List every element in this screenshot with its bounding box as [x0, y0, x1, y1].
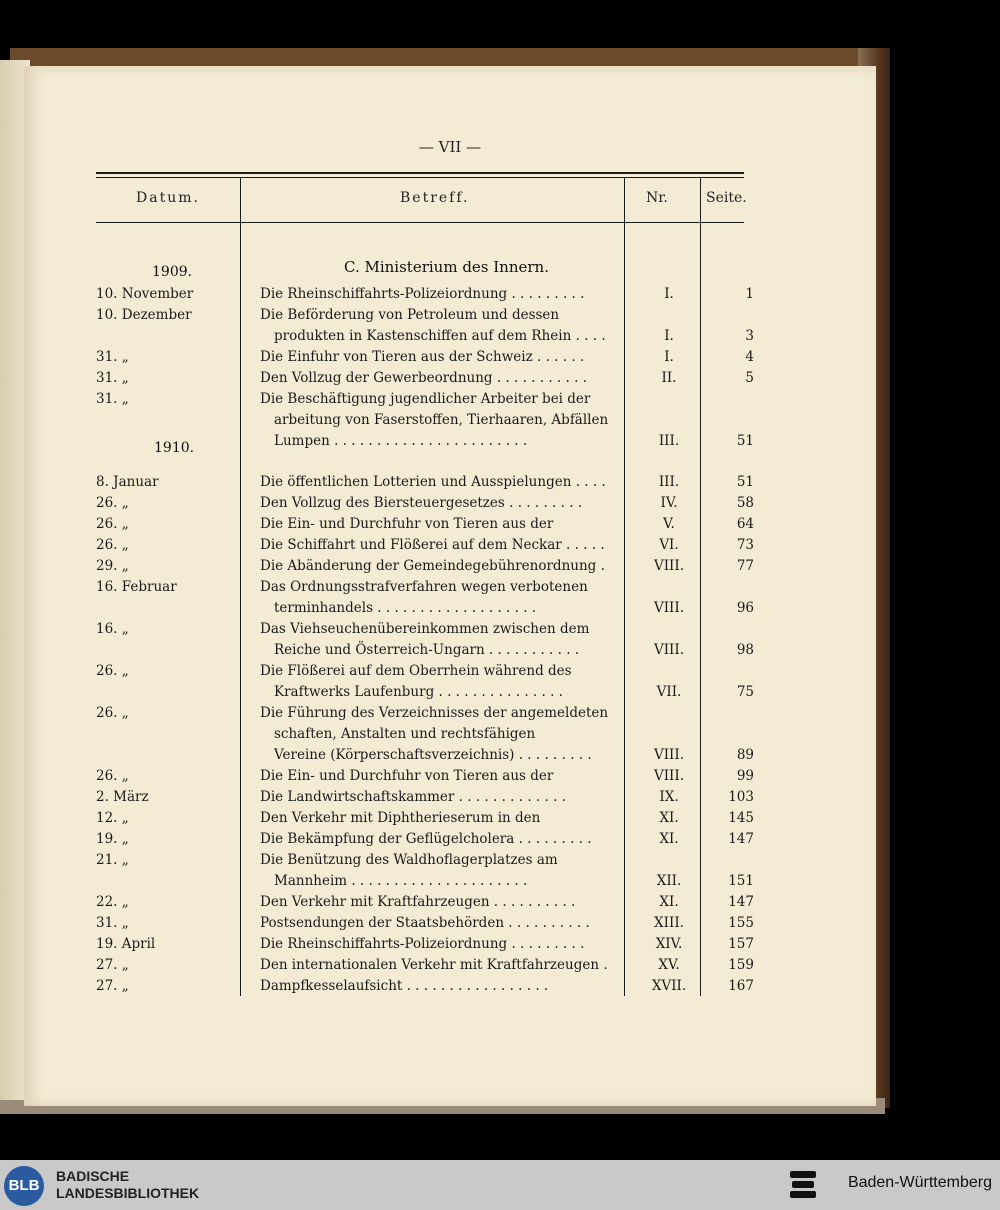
row-subject	[260, 577, 612, 619]
state-name[interactable]: Baden-Württemberg	[847, 1174, 992, 1191]
row-subject-line: Das Viehseuchenübereinkommen zwischen dem	[260, 621, 590, 637]
row-nr: I.	[664, 328, 674, 344]
row-subject-line: Die Rheinschiffahrts-Polizeiordnung . . . . . . . . .	[260, 286, 585, 302]
row-date: 27. „	[96, 978, 129, 994]
row-nr: VI.	[659, 537, 679, 553]
row-date: 10. November	[96, 286, 194, 302]
row-nr: III.	[658, 474, 680, 490]
row-date: 8. Januar	[96, 474, 159, 490]
row-subject-line: Die Ein- und Durchfuhr von Tieren aus der	[260, 516, 554, 532]
library-name-line2: LANDESBIBLIOTHEK	[56, 1185, 200, 1201]
column-header-seite: Seite.	[706, 190, 747, 206]
row-page: 167	[728, 978, 754, 994]
row-nr: I.	[664, 286, 674, 302]
row-subject	[260, 703, 612, 766]
row-page: 103	[728, 789, 754, 805]
footer-bar	[0, 1160, 1000, 1210]
row-date: 12. „	[96, 810, 129, 826]
row-date: 19. „	[96, 831, 129, 847]
row-page: 89	[736, 747, 754, 763]
year-heading-1909: 1909.	[152, 264, 193, 280]
header-bottom-rule	[96, 222, 744, 223]
row-subject-line: Die Benützung des Waldhoflagerplatzes am	[260, 852, 558, 868]
row-nr: VIII.	[653, 600, 685, 616]
row-subject-line: Das Ordnungsstrafverfahren wegen verbotenen	[260, 579, 588, 595]
row-page: 157	[728, 936, 754, 952]
column-divider-3	[700, 178, 701, 996]
row-nr: V.	[663, 516, 675, 532]
row-subject	[260, 955, 612, 976]
row-date: 26. „	[96, 516, 129, 532]
row-date: 16. Februar	[96, 579, 177, 595]
row-nr: XV.	[658, 957, 680, 973]
row-subject	[260, 661, 612, 703]
row-subject	[260, 514, 612, 535]
row-nr: XVII.	[651, 978, 687, 994]
library-name-line1: BADISCHE	[56, 1168, 130, 1184]
row-subject-line: Den Vollzug des Biersteuergesetzes . . . . . . . . .	[260, 495, 583, 511]
row-page: 51	[736, 474, 754, 490]
row-page: 75	[736, 684, 754, 700]
page-number-header: — VII —	[418, 138, 482, 156]
row-nr: XIV.	[655, 936, 683, 952]
row-subject-line: arbeitung von Faserstoffen, Tierhaaren, Abfällen	[274, 412, 609, 428]
row-nr: VIII.	[653, 768, 685, 784]
page-sheet	[24, 66, 876, 1106]
row-date: 29. „	[96, 558, 129, 574]
row-nr: IX.	[659, 789, 679, 805]
row-subject-line: Die Rheinschiffahrts-Polizeiordnung . . . . . . . . .	[260, 936, 585, 952]
row-date: 26. „	[96, 705, 129, 721]
row-subject-line: Postsendungen der Staatsbehörden . . . . . . . . . .	[260, 915, 590, 931]
column-header-betreff: Betreff.	[400, 190, 470, 206]
row-date: 21. „	[96, 852, 129, 868]
row-subject-line: Die Schiffahrt und Flößerei auf dem Neckar . . . . .	[260, 537, 605, 553]
row-date: 31. „	[96, 915, 129, 931]
row-subject-line: Die Ein- und Durchfuhr von Tieren aus der	[260, 768, 554, 784]
row-page: 147	[728, 831, 754, 847]
row-subject-line: Lumpen . . . . . . . . . . . . . . . . . . . . . . .	[274, 433, 528, 449]
row-subject	[260, 913, 612, 934]
row-date: 31. „	[96, 349, 129, 365]
row-subject	[260, 619, 612, 661]
section-title: C. Ministerium des Innern.	[344, 258, 549, 276]
row-page: 98	[736, 642, 754, 658]
row-page: 3	[745, 328, 754, 344]
row-nr: IV.	[660, 495, 678, 511]
row-subject	[260, 808, 612, 829]
row-subject-line: Die Führung des Verzeichnisses der angemeldeten	[260, 705, 609, 721]
blb-logo[interactable]: BLB	[4, 1166, 44, 1206]
row-subject-line: terminhandels . . . . . . . . . . . . . . . . . . .	[274, 600, 537, 616]
row-subject-line: produkten in Kastenschiffen auf dem Rhein . . . .	[274, 328, 606, 344]
row-date: 26. „	[96, 537, 129, 553]
column-header-datum: Datum.	[136, 190, 200, 206]
row-subject-line: Dampfkesselaufsicht . . . . . . . . . . . . . . . . .	[260, 978, 549, 994]
row-page: 147	[728, 894, 754, 910]
row-page: 96	[736, 600, 754, 616]
row-date: 27. „	[96, 957, 129, 973]
row-subject-line: Die Bekämpfung der Geflügelcholera . . . . . . . . .	[260, 831, 592, 847]
row-subject	[260, 284, 612, 305]
row-subject	[260, 368, 612, 389]
row-page: 73	[736, 537, 754, 553]
row-page: 159	[728, 957, 754, 973]
row-date: 26. „	[96, 768, 129, 784]
row-subject-line: Die Abänderung der Gemeindegebührenordnung .	[260, 558, 605, 574]
row-nr: XI.	[659, 831, 679, 847]
row-page: 58	[736, 495, 754, 511]
row-page: 4	[745, 349, 754, 365]
row-subject	[260, 493, 612, 514]
row-date: 2. März	[96, 789, 149, 805]
row-nr: XI.	[659, 810, 679, 826]
row-nr: VIII.	[653, 558, 685, 574]
row-subject-line: Den Verkehr mit Diphtherieserum in den	[260, 810, 541, 826]
row-subject-line: Den Vollzug der Gewerbeordnung . . . . . . . . . . .	[260, 370, 587, 386]
row-nr: VIII.	[653, 642, 685, 658]
row-subject	[260, 892, 612, 913]
row-subject-line: Mannheim . . . . . . . . . . . . . . . . . . . . .	[274, 873, 528, 889]
row-subject-line: Die Beförderung von Petroleum und dessen	[260, 307, 560, 323]
row-subject	[260, 389, 612, 452]
row-subject-line: Kraftwerks Laufenburg . . . . . . . . . . . . . . .	[274, 684, 563, 700]
row-subject	[260, 472, 612, 493]
row-subject	[260, 787, 612, 808]
top-double-rule	[96, 172, 744, 174]
row-page: 151	[728, 873, 754, 889]
row-subject-line: Die Flößerei auf dem Oberrhein während des	[260, 663, 572, 679]
row-subject	[260, 976, 612, 997]
row-page: 99	[736, 768, 754, 784]
row-date: 26. „	[96, 495, 129, 511]
row-subject	[260, 850, 612, 892]
row-subject	[260, 829, 612, 850]
row-page: 145	[728, 810, 754, 826]
row-nr: I.	[664, 349, 674, 365]
row-page: 51	[736, 433, 754, 449]
row-page: 5	[745, 370, 754, 386]
column-header-nr: Nr.	[646, 190, 668, 206]
row-subject-line: schaften, Anstalten und rechtsfähigen	[274, 726, 536, 742]
row-subject	[260, 934, 612, 955]
row-subject-line: Den internationalen Verkehr mit Kraftfahrzeugen .	[260, 957, 608, 973]
row-subject-line: Die Beschäftigung jugendlicher Arbeiter bei der	[260, 391, 591, 407]
row-date: 22. „	[96, 894, 129, 910]
row-nr: XIII.	[654, 915, 684, 931]
row-page: 77	[736, 558, 754, 574]
row-date: 10. Dezember	[96, 307, 192, 323]
row-page: 155	[728, 915, 754, 931]
row-date: 16. „	[96, 621, 129, 637]
row-date: 31. „	[96, 391, 129, 407]
library-name[interactable]	[56, 1168, 199, 1202]
row-nr: XII.	[656, 873, 682, 889]
row-date: 26. „	[96, 663, 129, 679]
top-rule	[96, 177, 744, 178]
lions-emblem-icon	[788, 1168, 818, 1202]
row-page: 64	[736, 516, 754, 532]
row-nr: VII.	[656, 684, 682, 700]
row-subject	[260, 347, 612, 368]
row-subject-line: Die Einfuhr von Tieren aus der Schweiz . . . . . .	[260, 349, 585, 365]
row-date: 31. „	[96, 370, 129, 386]
row-subject-line: Die Landwirtschaftskammer . . . . . . . . . . . . .	[260, 789, 566, 805]
row-subject	[260, 766, 612, 787]
row-subject	[260, 305, 612, 347]
row-subject-line: Reiche und Österreich-Ungarn . . . . . . . . . . .	[274, 642, 580, 658]
year-heading-1910: 1910.	[154, 440, 195, 456]
row-subject	[260, 556, 612, 577]
column-divider-2	[624, 178, 625, 996]
row-subject-line: Die öffentlichen Lotterien und Ausspielungen . . . .	[260, 474, 606, 490]
row-subject-line: Den Verkehr mit Kraftfahrzeugen . . . . . . . . . .	[260, 894, 576, 910]
row-date: 19. April	[96, 936, 156, 952]
row-subject-line: Vereine (Körperschaftsverzeichnis) . . . . . . . . .	[274, 747, 592, 763]
row-nr: XI.	[659, 894, 679, 910]
row-nr: II.	[661, 370, 677, 386]
row-nr: III.	[658, 433, 680, 449]
row-nr: VIII.	[653, 747, 685, 763]
row-subject	[260, 535, 612, 556]
row-page: 1	[745, 286, 754, 302]
